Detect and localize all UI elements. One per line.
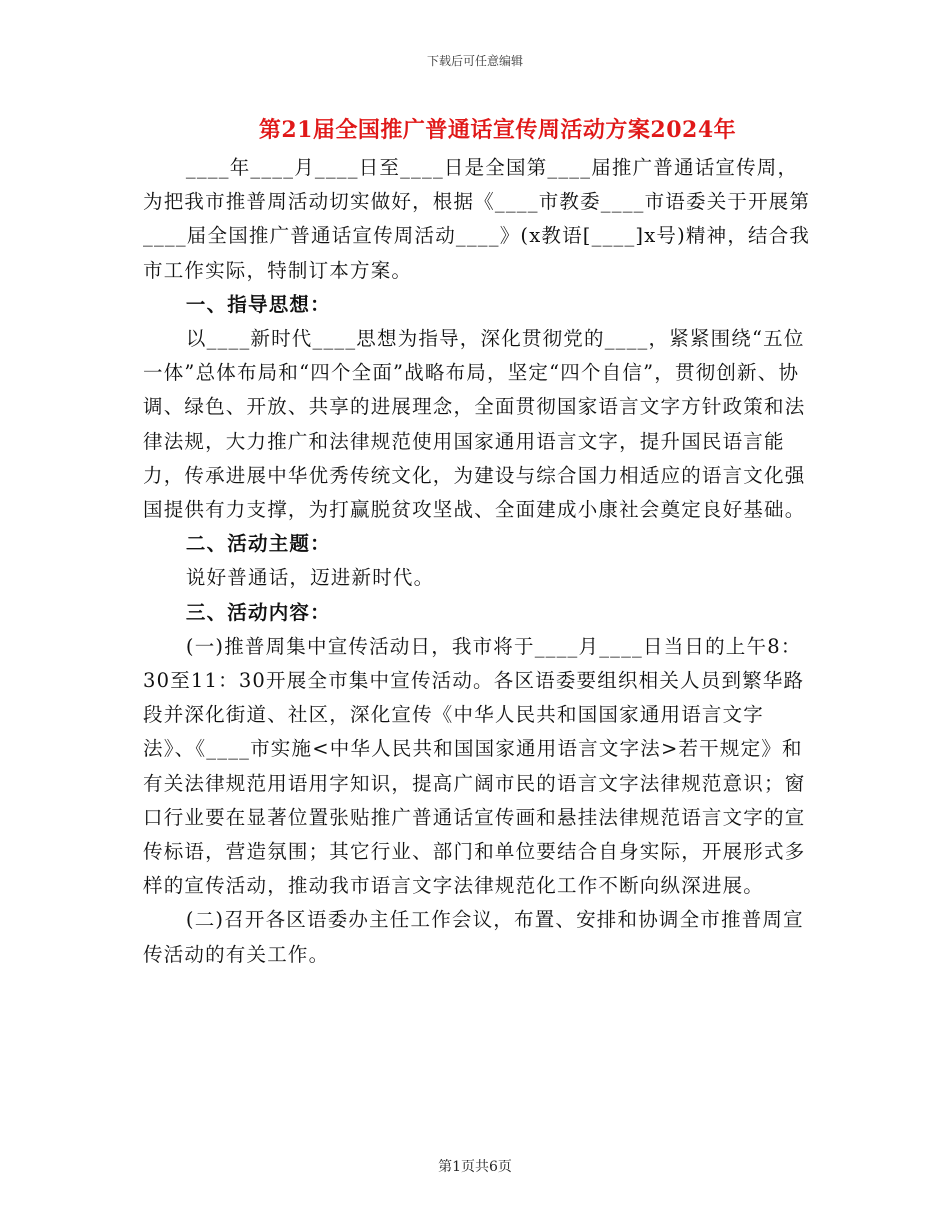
content-paragraph-2: (二)召开各区语委办主任工作会议，布置、安排和协调全市推普周宣传活动的有关工作。	[143, 908, 804, 966]
guiding-thought-paragraph: 以____新时代____思想为指导，深化贯彻党的____，紧紧围绕“五位一体”总体布局和“四个全面”战略布局，坚定“四个自信”，贯彻创新、协调、绿色、开放、共享的进展理念，全面贯彻国家语言文字方针政策和法律法规，大力推广和法律规范使用国家通用语言文字，提升国民语言能力，传承进展中华优秀传统文化，为建设与综合国力相适应的语言文化强国提供有力支撑，为打赢脱贫攻坚战、全面建成小康社会奠定良好基础。	[143, 327, 806, 522]
content-paragraph-1: (一)推普周集中宣传活动日，我市将于____月____日当日的上午8：30至11：30开展全市集中宣传活动。各区语委要组织相关人员到繁华路段并深化街道、社区，深化宣传《中华人民共和国国家通用语言文字法》、《____市实施<中华人民共和国国家通用语言文字法>若干规定》和有关法律规范用语用字知识，提高广阔市民的语言文字法律规范意识；窗口行业要在显著位置张贴推广普通话宣传画和悬挂法律规范语言文字的宣传标语，营造氛围；其它行业、部门和单位要结合自身实际，开展形式多样的宣传活动，推动我市语言文字法律规范化工作不断向纵深进展。	[143, 634, 806, 898]
page-number-footer: 第1页共6页	[438, 1159, 512, 1175]
document-body	[143, 151, 813, 972]
section-heading-guiding-thought: 一、指导思想：	[185, 292, 331, 316]
section-heading-content: 三、活动内容：	[185, 600, 331, 624]
intro-paragraph: ____年____月____日至____日是全国第____届推广普通话宣传周，为把我市推普周活动切实做好，根据《____市教委____市语委关于开展第____届全国推广普通话宣传周活动____》(x教语[____]x号)精神，结合我市工作实际，特制订本方案。	[143, 156, 811, 282]
theme-paragraph: 说好普通话，迈进新时代。	[185, 566, 435, 590]
section-heading-theme: 二、活动主题：	[185, 532, 331, 556]
header-note: 下载后可任意编辑	[426, 54, 523, 68]
document-title: 第21届全国推广普通话宣传周活动方案2024年	[258, 117, 737, 143]
